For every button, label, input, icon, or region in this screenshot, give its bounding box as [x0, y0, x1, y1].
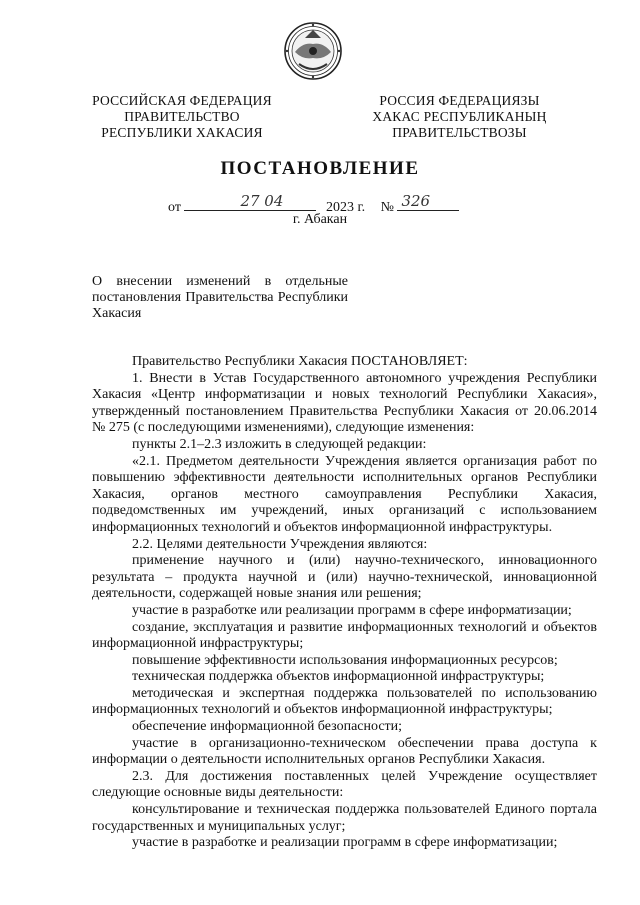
paragraph: участие в разработке или реализации программ в сфере информатизации;: [132, 602, 572, 618]
coat-of-arms-emblem: [283, 20, 343, 82]
number-label: №: [380, 200, 394, 215]
header-right-line: РОССИЯ ФЕДЕРАЦИЯЗЫ: [379, 93, 540, 108]
header-left-line: ПРАВИТЕЛЬСТВО: [124, 109, 240, 124]
date-field: [184, 192, 316, 211]
header-right: [357, 93, 562, 141]
paragraph: обеспечение информационной безопасности;: [132, 719, 403, 735]
from-label: от: [168, 200, 181, 215]
paragraph: 2.2. Целями деятельности Учреждения являются:: [132, 536, 428, 552]
number-field: [397, 192, 459, 211]
header-left-line: РЕСПУБЛИКИ ХАКАСИЯ: [101, 125, 263, 140]
document-subject: О внесении изменений в отдельные постановления Правительства Республики Хакасия: [92, 274, 348, 321]
paragraph: применение научного и (или) научно-технического, инновационного результата – продукта научной и (или) научно-технической, инновационной деятельности, содержащей новые знания или решения;: [92, 553, 597, 602]
header-left-line: РОССИЙСКАЯ ФЕДЕРАЦИЯ: [92, 93, 272, 108]
paragraph: «2.1. Предметом деятельности Учреждения является организация работ по повышению эффективности деятельности исполнительных органов Республики Хакасия, органов местного самоуправления Республики Хакасия, подведомственных им учреждений, иных организаций с использованием информационных технологий и объектов информационной инфраструктуры.: [92, 453, 597, 535]
city-label: г. Абакан: [292, 212, 348, 227]
document-body: [92, 354, 597, 852]
paragraph: техническая поддержка объектов информационной инфраструктуры;: [132, 669, 545, 685]
paragraph: создание, эксплуатация и развитие информационных технологий и объектов информационной инфраструктуры;: [92, 619, 597, 652]
paragraph: Правительство Республики Хакасия ПОСТАНОВЛЯЕТ:: [132, 354, 468, 369]
paragraph: участие в разработке и реализации программ в сфере информатизации;: [132, 835, 558, 851]
header-right-line: ПРАВИТЕЛЬСТВОЗЫ: [392, 125, 527, 140]
paragraph: участие в организационно-техническом обеспечении права доступа к информации о деятельности исполнительных органов Республики Хакасия.: [92, 735, 597, 768]
header-left: [82, 93, 282, 141]
document-type-title: ПОСТАНОВЛЕНИЕ: [220, 158, 420, 179]
paragraph: методическая и экспертная поддержка пользователей по использованию информационных технологий и объектов информационной инфраструктуры;: [92, 685, 597, 718]
paragraph: 2.3. Для достижения поставленных целей Учреждение осуществляет следующие основные виды деятельности:: [92, 768, 597, 801]
handwritten-date: 27 04: [240, 192, 284, 210]
paragraph: пункты 2.1–2.3 изложить в следующей редакции:: [132, 436, 427, 452]
year-label: 2023 г.: [325, 200, 366, 215]
handwritten-number: 326: [401, 192, 431, 210]
paragraph: 1. Внести в Устав Государственного автономного учреждения Республики Хакасия «Центр информатизации и новых технологий Республики Хакасия», утвержденный постановлением Правительства Республики Хакасия от 20.06.2014 № 275 (с последующими изменениями), следующие изменения:: [92, 370, 597, 436]
header-right-line: ХАКАС РЕСПУБЛИКАНЫҢ: [372, 109, 547, 124]
paragraph: повышение эффективности использования информационных ресурсов;: [132, 652, 558, 668]
paragraph: консультирование и техническая поддержка пользователей Единого портала государственных и муниципальных услуг;: [92, 802, 597, 834]
